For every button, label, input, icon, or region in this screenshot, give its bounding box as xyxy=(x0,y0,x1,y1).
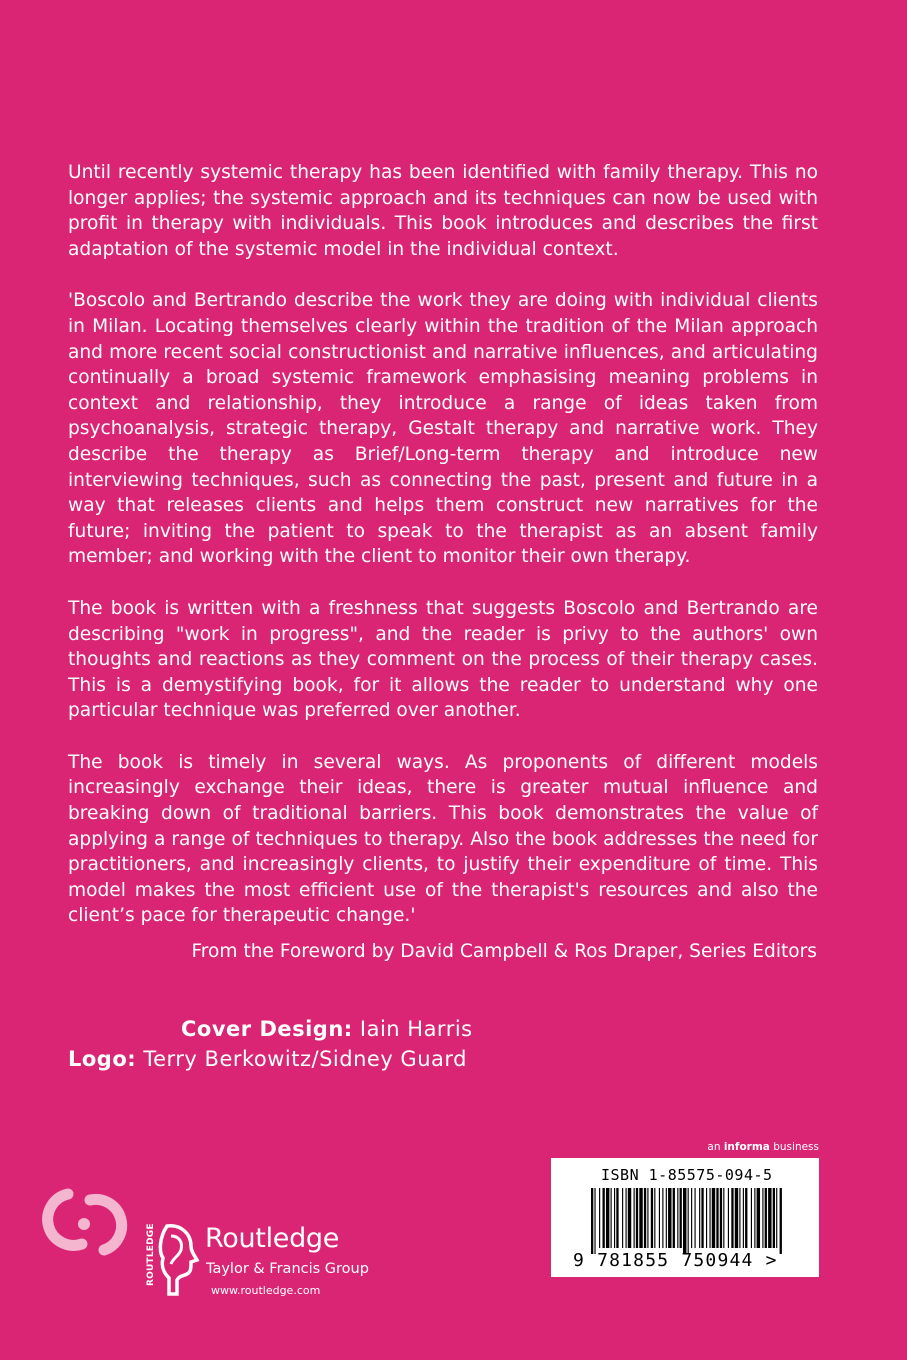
barcode-bar xyxy=(606,1188,609,1248)
barcode-bar xyxy=(616,1188,618,1248)
barcode-bar xyxy=(754,1188,755,1248)
barcode-bar xyxy=(720,1188,722,1248)
barcode-bar xyxy=(695,1188,696,1248)
barcode-bar xyxy=(591,1188,593,1254)
barcode-bar xyxy=(628,1188,631,1248)
barcode-bar xyxy=(716,1188,718,1248)
barcode-bar xyxy=(654,1188,655,1248)
barcode-bar xyxy=(683,1188,686,1254)
barcode-bar xyxy=(706,1188,707,1248)
barcode-bar xyxy=(780,1188,782,1254)
barcode-bar xyxy=(762,1188,763,1248)
foreword-attribution: From the Foreword by David Campbell & Ros Draper, Series Editors xyxy=(191,941,817,962)
blurb-paragraph-3: The book is written with a freshness that suggests Boscolo and Bertrando are describing "work in progress", and the reader is privy to the authors' own thoughts and reactions as they comment on the process of their therapy cases. This is a demystifying book, for it allows the reader to understand why one particular technique was preferred over another. xyxy=(68,597,818,722)
blurb-paragraph-1: Until recently systemic therapy has been identified with family therapy. This no longer applies; the systemic approach and its techniques can now be used with profit in therapy with individuals. This book introduces and describes the first adaptation of the systemic model in the individual context. xyxy=(68,162,818,260)
barcode-bar xyxy=(723,1188,724,1248)
barcode-bar xyxy=(735,1188,738,1248)
linked-circles-icon xyxy=(38,1186,130,1260)
barcode-bar xyxy=(709,1188,710,1248)
logo-credit xyxy=(68,1044,473,1074)
barcode-bar xyxy=(776,1188,777,1248)
barcode-bar xyxy=(757,1188,760,1248)
barcode-bar xyxy=(712,1188,715,1248)
barcode-bar xyxy=(647,1188,648,1248)
barcode-bar xyxy=(768,1188,771,1248)
blurb-paragraph-4: The book is timely in several ways. As proponents of different models increasingly exchange their ideas, there is greater mutual influence and breaking down of traditional barriers. This book demonstrates the value of applying a range of techniques to therapy. Also the book addresses the need for practitioners, and increasingly clients, to justify their expenditure of time. This model makes the most efficient use of the therapist's resources and also the client’s pace for therapeutic change.' xyxy=(68,751,818,927)
barcode-bar xyxy=(639,1188,642,1248)
blurb-text xyxy=(68,160,818,955)
barcode-bar xyxy=(688,1188,689,1254)
barcode-bar xyxy=(662,1188,663,1248)
barcode-bar xyxy=(599,1188,600,1248)
barcode-bar xyxy=(614,1188,615,1248)
routledge-head-icon xyxy=(145,1222,205,1298)
barcode-bar xyxy=(651,1188,653,1248)
informa-tagline: an informa business xyxy=(707,1141,819,1153)
barcode-bar xyxy=(751,1188,752,1248)
barcode-bar xyxy=(594,1188,595,1254)
barcode-bar xyxy=(622,1188,623,1248)
barcode-bar xyxy=(680,1188,682,1248)
isbn-text: ISBN 1-85575-094-5 xyxy=(601,1166,773,1184)
barcode-bar xyxy=(773,1188,775,1248)
publisher-name: Routledge xyxy=(205,1223,340,1254)
barcode-bar xyxy=(659,1188,660,1248)
blurb-paragraph-2: 'Boscolo and Bertrando describe the work they are doing with individual clients in Milan. Locating themselves clearly within the tradition of the Milan approach and more recent social constructionist and narrative influences, and articulating continually a broad systemic framework emphasising meaning problems in context and relationship, they introduce a range of ideas taken from psychoanalysis, strategic therapy, Gestalt therapy and narrative work. They describe the therapy as Brief/Long-term therapy and introduce new interviewing techniques, such as connecting the past, present and future in a way that releases clients and helps them construct new narratives for the future; inviting the patient to speak to the therapist as an absent family member; and working with the client to monitor their own therapy. xyxy=(68,290,818,568)
barcode-bar xyxy=(626,1188,627,1248)
informa-brand: informa xyxy=(723,1141,770,1153)
barcode-bar xyxy=(728,1188,729,1248)
publisher-url[interactable]: www.routledge.com xyxy=(211,1284,321,1297)
isbn-barcode xyxy=(551,1158,819,1277)
routledge-spine-word: ROUTLEDGE xyxy=(146,1223,156,1287)
barcode-bar xyxy=(673,1188,675,1248)
barcode-bar xyxy=(701,1188,703,1248)
barcode-bar xyxy=(765,1188,767,1248)
cover-design-credit xyxy=(68,1014,473,1044)
design-credits xyxy=(68,1014,473,1074)
barcode-bar xyxy=(668,1188,671,1248)
barcode-bar xyxy=(644,1188,646,1248)
cover-design-label: Cover Design: xyxy=(181,1017,353,1041)
logo-value: Terry Berkowitz/Sidney Guard xyxy=(143,1047,467,1071)
barcode-bar xyxy=(699,1188,700,1248)
barcode-bar xyxy=(603,1188,605,1248)
barcode-bar xyxy=(677,1188,678,1248)
barcode-bar xyxy=(636,1188,638,1248)
barcode-bar xyxy=(634,1188,635,1248)
cover-design-value: Iain Harris xyxy=(359,1017,473,1041)
logo-label: Logo: xyxy=(68,1047,137,1071)
barcode-bar xyxy=(745,1188,747,1248)
barcode-bar xyxy=(691,1188,692,1248)
publisher-group: Taylor & Francis Group xyxy=(206,1261,369,1277)
barcode-bar xyxy=(739,1188,740,1248)
barcode-digits: 9 781855 750944 > xyxy=(573,1250,778,1271)
barcode-bar xyxy=(731,1188,733,1248)
barcode-bar xyxy=(611,1188,612,1248)
barcode-bar xyxy=(666,1188,667,1248)
barcode-bar xyxy=(743,1188,744,1248)
